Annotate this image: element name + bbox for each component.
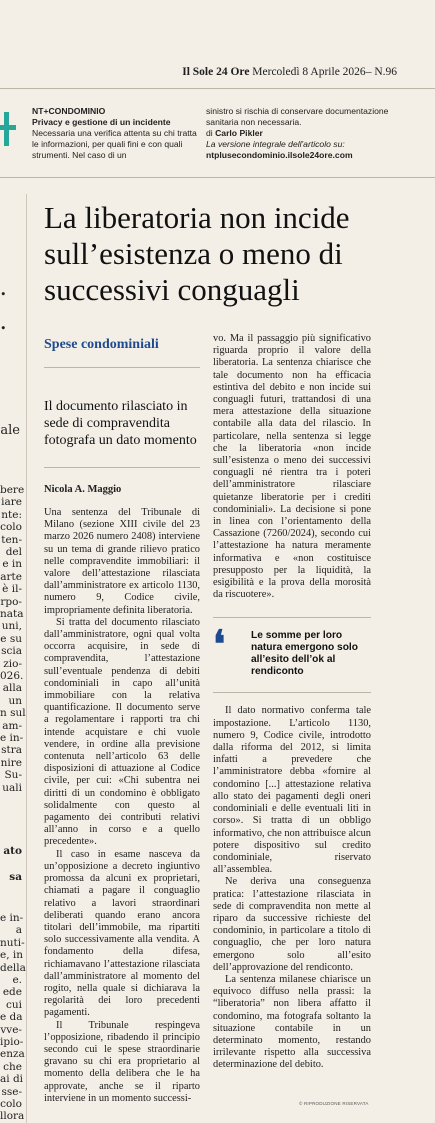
left-fragment-big-1: . xyxy=(0,272,7,301)
left-fragment-line: scia xyxy=(1,645,22,658)
teaser-right xyxy=(206,106,406,161)
left-fragment-line: del xyxy=(5,546,22,558)
column-divider xyxy=(26,194,27,1123)
copyright: © RIPRODUZIONE RISERVATA xyxy=(299,1101,369,1106)
article-subtitle: Il documento rilasciato in sede di compravendita fotografa un dato momento xyxy=(44,399,197,448)
paragraph: Ne deriva una conseguenza pratica: l’attestazione rilasciata in sede di compravendita non mette al riparo da successive richieste del condominio, in particolare a titolo di conguaglio, che per loro natura emergono solo all’esito dell’approvazione del rendiconto. xyxy=(213,876,371,973)
pull-quote xyxy=(213,617,371,693)
left-fragment-line: ai di xyxy=(0,1073,24,1086)
teaser-author: Carlo Pikler xyxy=(215,128,263,138)
masthead-brand: Il Sole 24 Ore xyxy=(182,66,250,78)
left-fragment-big-2: . xyxy=(0,306,7,335)
paragraph: Il dato normativo conferma tale impostazione. L’articolo 1130, numero 9, Codice civile, introdotto dalla riforma del 2012, si limita infatti a prevedere che l’amministratore debba «fornire al condomino [...] attestazione relativa allo stato dei pagamenti degli oneri condominiali e delle eventuali liti in corso». Si tratta di un obbligo informativo, che non attribuisce alcun potere dispositivo sul credito condominiale, riservato all’assemblea. xyxy=(213,705,371,876)
masthead-date: Mercoledì 8 Aprile 2026 xyxy=(252,66,366,78)
teaser-author-line: di Carlo Pikler xyxy=(206,128,263,138)
article-headline: La liberatoria non incide sull’esistenza o meno di successivi conguagli xyxy=(44,200,350,307)
left-fragment-line: e in- xyxy=(0,732,24,744)
left-fragment-line: uni, xyxy=(1,620,22,633)
left-fragment-line: rpo- xyxy=(0,595,22,608)
left-fragment-line: ten- xyxy=(1,533,22,546)
left-fragment-line: e in- xyxy=(0,912,24,924)
left-fragment-line: zio- xyxy=(3,657,22,670)
left-fragment-line: ede xyxy=(2,986,22,999)
left-fragment-line: che xyxy=(3,1060,22,1073)
teaser-title: Privacy e gestione di un incidente xyxy=(32,117,171,127)
left-fragment-line: è il- xyxy=(2,583,22,596)
left-fragment-line: bere xyxy=(0,484,25,496)
left-fragment-line: arte xyxy=(0,570,22,583)
teaser-text: Necessaria una verifica attenta su chi tratta le informazioni, per quali fini e con quali strumenti. Nel caso di un xyxy=(32,128,197,160)
article-byline: Nicola A. Maggio xyxy=(44,467,200,495)
left-fragment-line: nte: xyxy=(1,508,22,521)
left-fragment-ale: ale xyxy=(0,423,20,438)
masthead: Il Sole 24 Ore Mercoledì 8 Aprile 2026– N.96 xyxy=(182,66,397,78)
teaser-text-cont: sinistro si rischia di conservare documentazione sanitaria non necessaria. xyxy=(206,106,389,127)
left-fragment-line: un xyxy=(8,694,22,707)
left-fragment-line: sse- xyxy=(1,1085,22,1098)
left-fragment-mid-2: sa xyxy=(9,871,22,883)
left-fragment-line: iare xyxy=(1,496,22,509)
section-rule xyxy=(44,367,200,368)
left-fragment-line: vve- xyxy=(0,1023,22,1036)
teaser-kicker: NT+CONDOMINIO xyxy=(32,106,106,116)
left-fragment-line: nata xyxy=(0,608,24,620)
teaser-left[interactable] xyxy=(32,106,200,161)
left-fragment-line: alla xyxy=(2,682,22,695)
pull-quote-text: Le somme per loro natura emergono solo all’esito dell’ok al rendiconto xyxy=(251,630,358,678)
paragraph: Si tratta del documento rilasciato dall’amministratore, ogni qual volta occorra acquisire, in sede di compravendita, l’attestazione sull’eventuale pendenza di debiti condominiali in capo all’unità immobiliare con la relativa quantificazione. Il documento serve a regolamentare i rapporti tra chi intende acquistare e chi vuole vendere, in ordine alla previsione contenuta nell’articolo 63 delle disposizioni di attuazione al Codice civile, per cui: «Chi subentra nei diritti di un condomino è obbligato solidalmente con questo al pagamento dei contributi relativi all’anno in corso e a quello precedente». xyxy=(44,616,200,848)
left-fragment-line: llora xyxy=(0,1110,25,1123)
left-fragment-line: n sul xyxy=(0,707,26,720)
paragraph: Una sentenza del Tribunale di Milano (sezione XIII civile del 23 marzo 2026 numero 2408) interviene su un tema di grande rilievo pratico nelle compravendite immobiliari: il valore dell’attestazione rilasciata dall’amministratore ex articolo 1130, numero 9, Codice civile, impropriamente definita liberatoria. xyxy=(44,507,200,616)
paragraph: vo. Ma il passaggio più significativo riguarda proprio il valore della liberatoria. La sentenza chiarisce che tale documento non ha efficacia estintiva del debito e non incide sui conguagli futuri, trattandosi di una mera attestazione della situazione contabile alla data del rilascio. In particolare, nella sentenza si legge che la liberatoria «non incide sull’esistenza o meno dei successivi conguagli né rientra tra i poteri dell’amministratore rilasciare quietanze liberatorie per i crediti condominiali». La decisione si pone in linea con l’orientamento della Cassazione (7260/2024), secondo cui l’attestazione ha natura meramente informativa e «non costituisce presupposto per la liquidità, la esigibilità e la prova della morosità da riscuotere». xyxy=(213,333,371,601)
teaser-rule xyxy=(0,177,435,178)
left-fragment-line: am- xyxy=(2,719,22,732)
paragraph: Il Tribunale respingeva l’opposizione, ribadendo il principio secondo cui le spese straordinarie gravano su chi era proprietario al momento della delibera che le ha approvate, anche se il riparto interviene in un momento successi- xyxy=(44,1019,200,1104)
left-fragment-line: 026. xyxy=(0,670,24,682)
left-fragment-line: della xyxy=(0,961,26,974)
masthead-page: N.96 xyxy=(374,66,397,78)
left-fragment-line: stra xyxy=(1,744,22,757)
quote-mark-icon: ❛ xyxy=(213,624,226,667)
left-fragment-line: e da xyxy=(0,1011,23,1024)
left-fragment-line: e. xyxy=(12,974,22,986)
left-fragment-line: nire xyxy=(0,756,22,769)
left-fragment-line: enza xyxy=(0,1048,25,1061)
paragraph: Il caso in esame nasceva da un’opposizione a decreto ingiuntivo promossa da alcuni ex proprietari, chiamati a pagare il conguaglio relativo a lavori straordinari deliberati quando erano ancora titolari dell’immobile, ma ripartiti solo successivamente alla vendita. A fondamento della difesa, richiamavano l’attestazione rilasciata dall’amministratore al momento del rogito, nella quale si dichiarava la regolarità dei loro precedenti pagamenti. xyxy=(44,848,200,1019)
section-label[interactable]: Spese condominiali xyxy=(44,337,159,352)
plus-icon xyxy=(0,112,16,146)
teaser-link[interactable]: ntplusecondominio.ilsole24ore.com xyxy=(206,150,353,160)
left-fragment-line: Su- xyxy=(4,769,22,782)
header-rule xyxy=(0,88,435,89)
left-fragment-line: nuti- xyxy=(0,936,25,949)
left-fragment-line: ipio- xyxy=(0,1036,24,1048)
left-fragment-line: a xyxy=(15,924,22,937)
article-body-1 xyxy=(44,507,200,1105)
left-fragment-mid-1: ato xyxy=(3,845,22,857)
left-fragment-line: e in xyxy=(2,558,22,571)
article-column-1 xyxy=(44,335,200,1105)
left-fragment-line: e, in xyxy=(0,949,24,962)
left-fragment-line: e su xyxy=(0,632,22,645)
left-fragment-line: colo xyxy=(0,521,22,534)
left-fragment-line: uali xyxy=(2,781,22,794)
article-column-2 xyxy=(213,333,371,1072)
teaser-link-label: La versione integrale dell'articolo su: xyxy=(206,139,345,149)
paragraph: La sentenza milanese chiarisce un equivoco diffuso nella prassi: la “liberatoria” non libera affatto il condomino, ma fotografa soltanto la situazione contabile in un determinato momento, restando irrilevante rispetto alla successiva determinazione del debito. xyxy=(213,973,371,1071)
left-fragment-line: cui xyxy=(5,998,22,1011)
left-fragment-line: colo xyxy=(0,1098,22,1110)
